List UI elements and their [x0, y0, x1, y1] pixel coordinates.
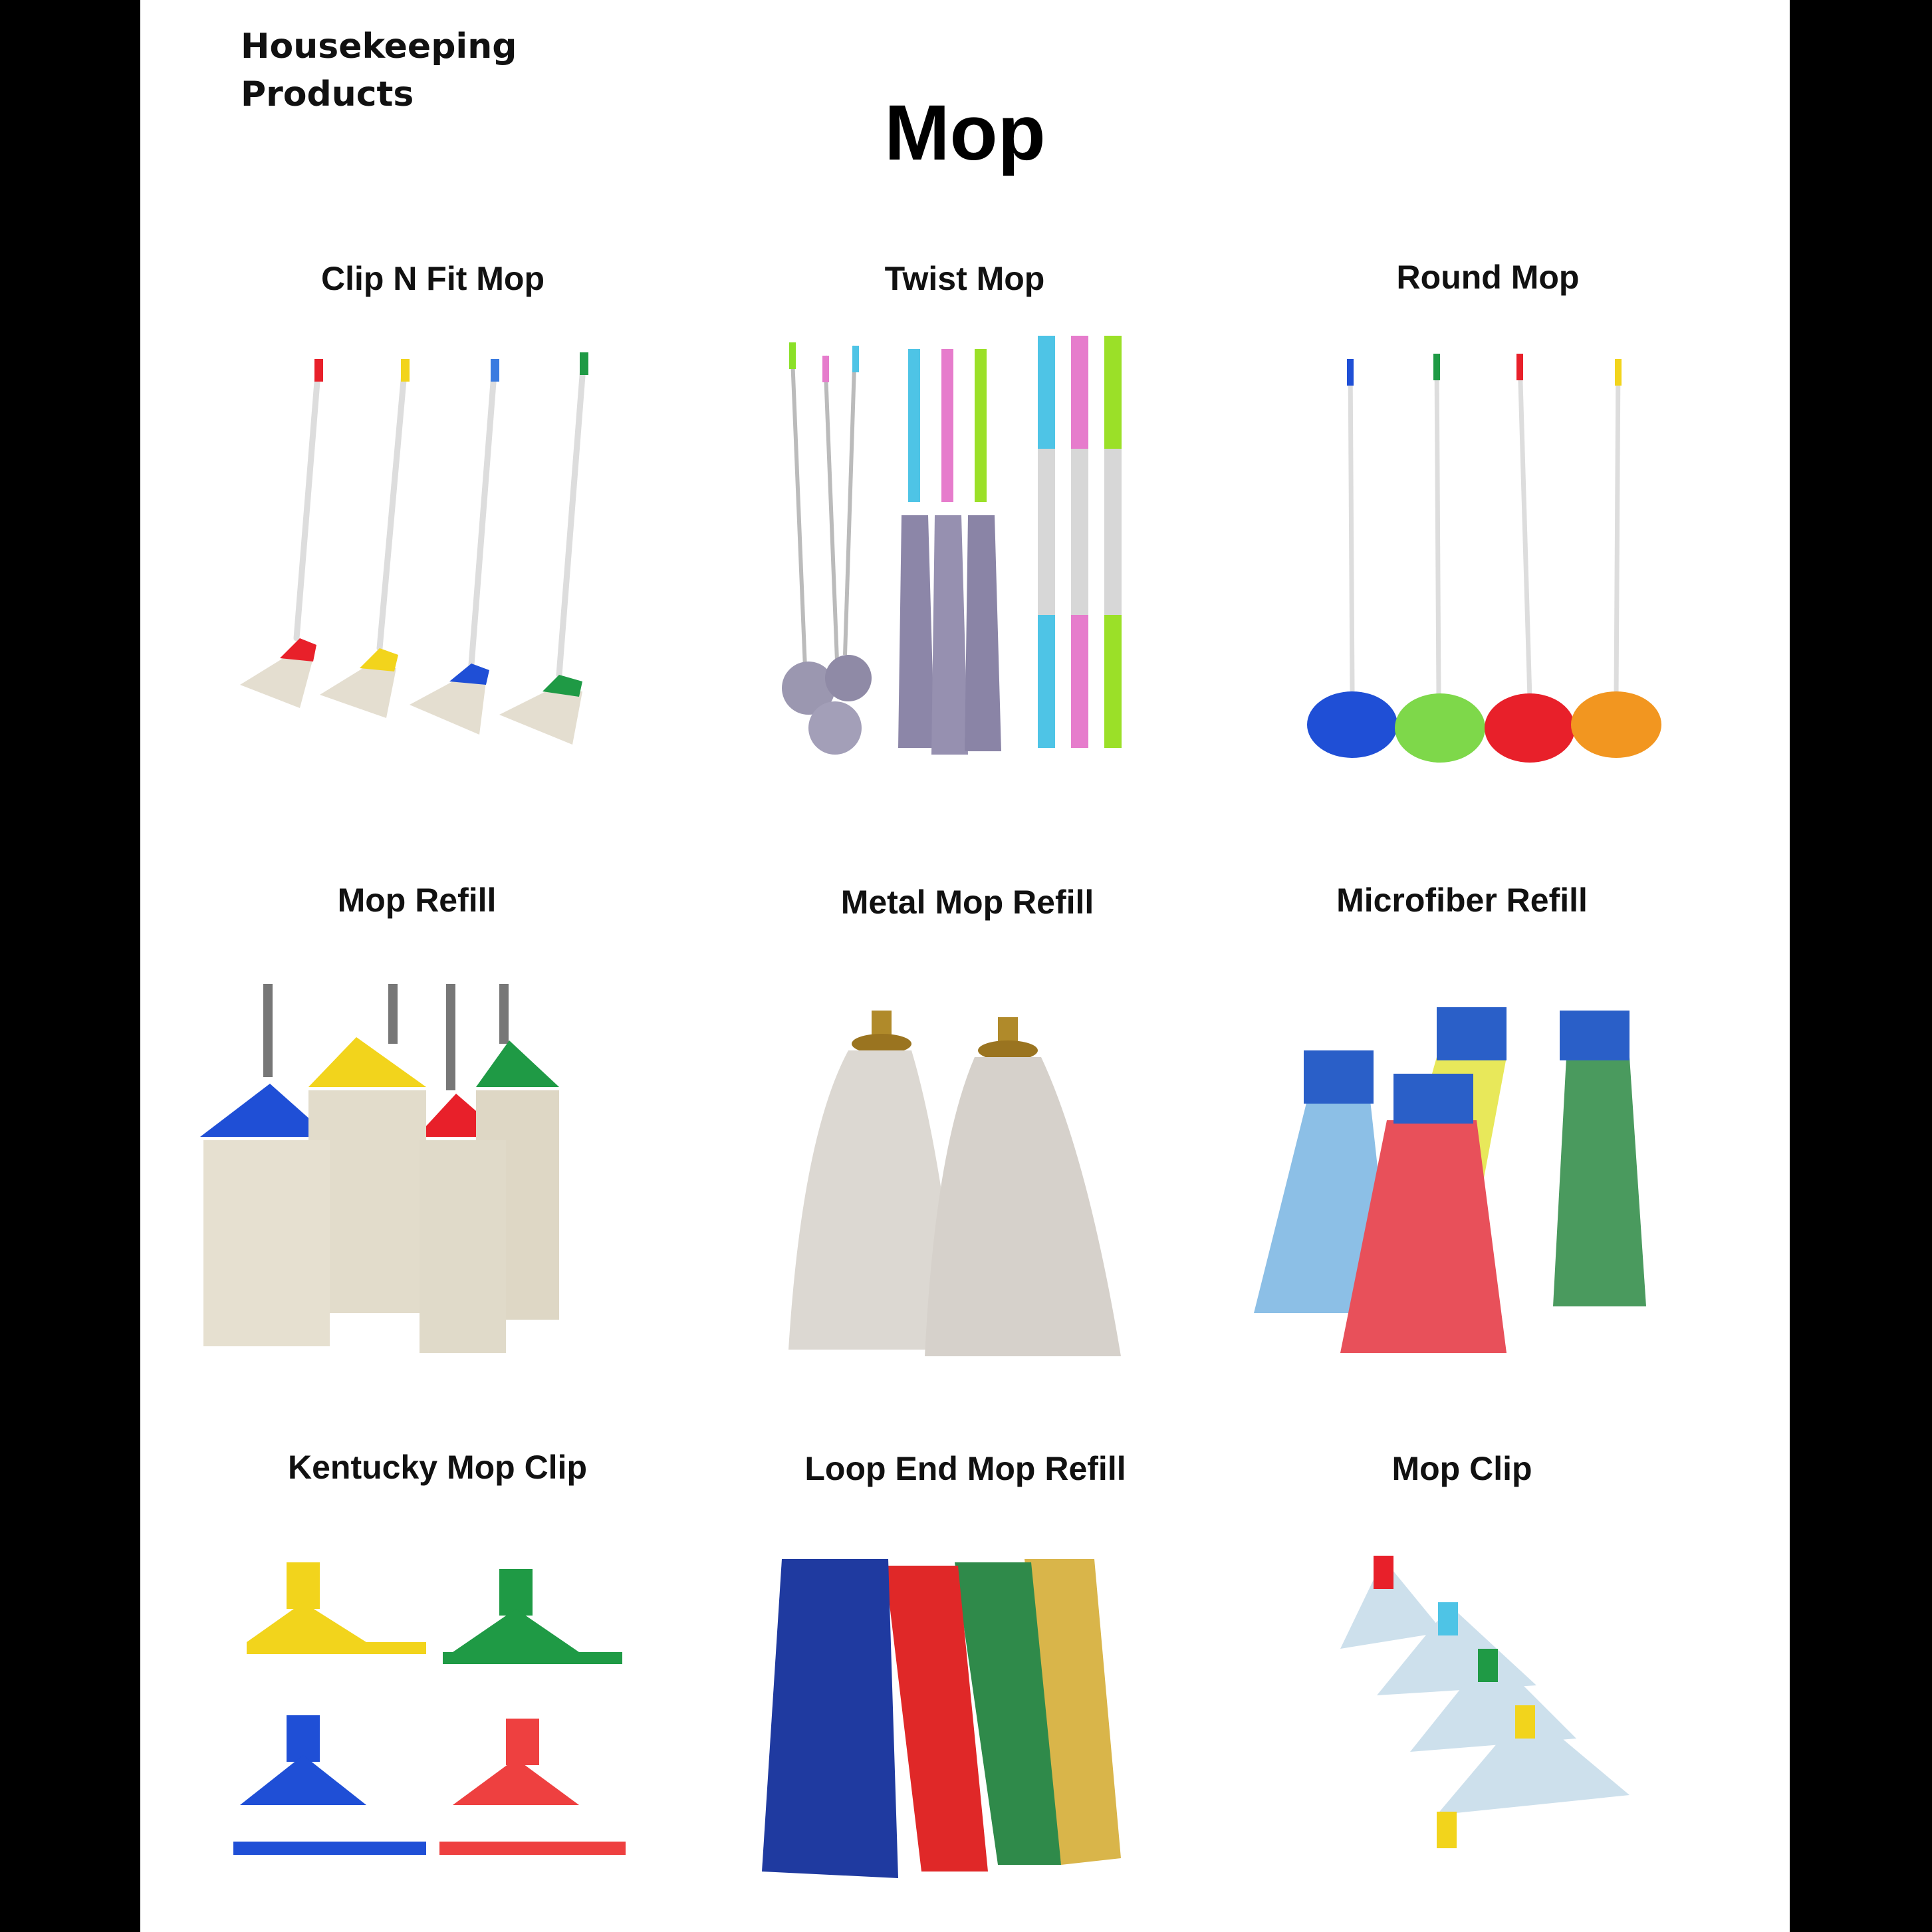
twist-mop-icon	[779, 336, 1151, 781]
page-title: Mop	[884, 89, 1046, 177]
document-page	[140, 0, 1790, 1932]
loop-end-mop-refill-icon	[755, 1552, 1174, 1881]
section-label-line1: Housekeeping	[241, 27, 517, 66]
round-mop-icon	[1294, 346, 1679, 771]
product-caption-mop-refill: Mop Refill	[337, 882, 497, 919]
mop-clip-icon	[1337, 1552, 1703, 1885]
product-caption-clip-n-fit-mop: Clip N Fit Mop	[320, 260, 545, 297]
product-caption-mop-clip: Mop Clip	[1391, 1450, 1532, 1487]
mop-refill-icon	[197, 984, 629, 1356]
product-caption-loop-end-mop-refill: Loop End Mop Refill	[804, 1450, 1126, 1487]
clip-n-fit-mop-icon	[220, 346, 646, 758]
microfiber-refill-icon	[1241, 1001, 1706, 1393]
product-caption-round-mop: Round Mop	[1396, 259, 1580, 296]
product-caption-microfiber-refill: Microfiber Refill	[1336, 882, 1588, 919]
metal-mop-refill-icon	[775, 1004, 1147, 1376]
section-label-line2: Products	[241, 74, 414, 114]
product-caption-twist-mop: Twist Mop	[884, 260, 1045, 297]
kentucky-mop-clip-icon	[220, 1556, 632, 1881]
product-caption-kentucky-mop-clip: Kentucky Mop Clip	[287, 1449, 588, 1486]
product-caption-metal-mop-refill: Metal Mop Refill	[840, 884, 1094, 921]
